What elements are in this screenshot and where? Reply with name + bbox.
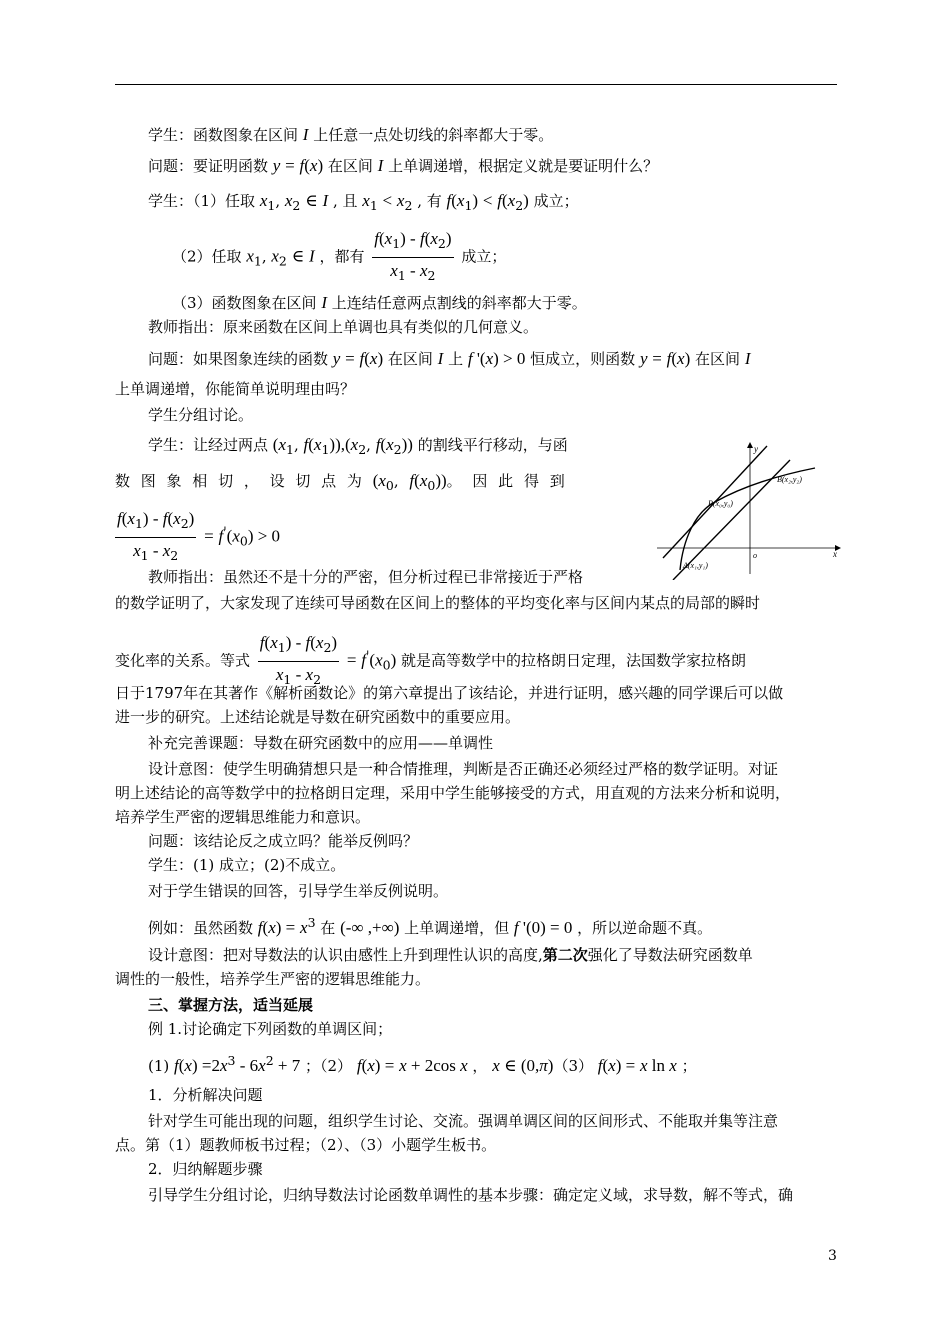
figure-svg: [655, 440, 845, 580]
point-a-label: A(x₁,y₁): [683, 561, 708, 570]
text-line-29: (1) $f(x) =2x^3 - 6x^2 + 7$ ；（2） f(x) = x + 2cos x ， x ∈ (0,π)（3） f(x) = x ln x ；: [148, 1053, 697, 1075]
text-line-25: 设计意图：把对导数法的认识由感性上升到理性认识的高度,第二次强化了导数法研究函数单: [148, 946, 753, 964]
y-axis-arrow: [747, 442, 753, 448]
text-line-23: 对于学生错误的回答，引导学生举反例说明。: [148, 882, 449, 900]
page-number: 3: [828, 1248, 837, 1264]
text-line-4: （3）函数图象在区间 I 上连结任意两点割线的斜率都大于零。: [172, 293, 587, 312]
text-line-31: 针对学生可能出现的问题，组织学生讨论、交流。强调单调区间的区间形式、不能取并集等注意: [148, 1112, 779, 1130]
text-line-34: 引导学生分组讨论，归纳导数法讨论函数单调性的基本步骤：确定定义域，求导数，解不等式，确: [148, 1186, 794, 1204]
text-line-11: $\frac{f(x_1) - f(x_2)}{x_1 - x_2}$ = $f'(x_0) > 0$: [117, 509, 281, 563]
text-line-9: 学生：让经过两点 ($x_1$, $f(x_1)),(x_2$, $f(x_2)$) 的割线平行移动，与函: [148, 435, 568, 457]
text-line-3: （2）任取 $x_1$, $x_2$ ∈ I ，都有 $\frac{f(x_1) - f(x_2)}{x_1 - x_2}$ 成立；: [172, 229, 507, 283]
text-line-2: 学生：（1）任取 $x_1$, $x_2$ ∈ I , 且 $x_1 < x_2$ , 有 $f(x_1) < f(x_2)$ 成立；: [148, 191, 579, 213]
text-line-19: 明上述结论的高等数学中的拉格朗日定理，采用中学生能够接受的方式，用直观的方法来分析和说明，: [115, 784, 791, 802]
text-line-20: 培养学生严密的逻辑思维能力和意识。: [115, 808, 371, 826]
text-line-6: 问题：如果图象连续的函数 y = f(x) 在区间 I 上 f '(x) > 0 恒成立，则函数 y = f(x) 在区间 I: [148, 349, 751, 368]
text-line-5: 教师指出：原来函数在区间上单调也具有类似的几何意义。: [148, 318, 539, 336]
text-line-33: 2．归纳解题步骤: [148, 1160, 263, 1178]
text-line-15: 日于1797年在其著作《解析函数论》的第六章提出了该结论，并进行证明，感兴趣的同学课后可以做: [115, 684, 784, 702]
text-line-8: 学生分组讨论。: [148, 406, 254, 424]
x-axis-label: x: [833, 549, 837, 559]
point-b-label: B(x₂,y₂): [777, 475, 802, 484]
text-line-18: 设计意图：使学生明确猜想只是一种合情推理，判断是否正确还必须经过严格的数学证明。对证: [148, 760, 779, 778]
text-line-16: 进一步的研究。上述结论就是导数在研究函数中的重要应用。: [115, 708, 521, 726]
text-line-22: 学生：(1) 成立；(2)不成立。: [148, 856, 346, 874]
origin-label: o: [753, 551, 757, 560]
text-line-28: 例 1.讨论确定下列函数的单调区间；: [148, 1020, 393, 1038]
text-line-1: 问题：要证明函数 y = f(x) 在区间 I 上单调递增，根据定义就是要证明什么？: [148, 156, 659, 175]
text-line-7: 上单调递增，你能简单说明理由吗？: [115, 380, 356, 398]
text-line-30: 1．分析解决问题: [148, 1086, 263, 1104]
text-line-14: 变化率的关系。等式 $\frac{f(x_1) - f(x_2)}{x_1 - x_2}$ = $f'(x_0)$ 就是高等数学中的拉格朗日定理，法国数学家拉格朗: [115, 633, 747, 687]
text-line-24: 例如：虽然函数 $f(x) = x^3$ 在 (-∞ ,+∞) 上单调递增，但 f '(0) = 0 ，所以逆命题不真。: [148, 915, 713, 937]
point-p-label: P(x₀,y₀): [708, 499, 733, 508]
text-line-17: 补充完善课题：导数在研究函数中的应用——单调性: [148, 734, 494, 752]
text-line-13: 的数学证明了，大家发现了连续可导函数在区间上的整体的平均变化率与区间内某点的局部的瞬时: [115, 594, 761, 612]
y-axis-label: y: [754, 444, 758, 454]
header-rule: [115, 84, 837, 85]
text-line-32: 点。第（1）题教师板书过程；（2）、（3）小题学生板书。: [115, 1136, 497, 1154]
text-line-0: 学生：函数图象在区间 I 上任意一点处切线的斜率都大于零。: [148, 125, 554, 144]
section-heading: 三、掌握方法，适当延展: [148, 996, 314, 1014]
text-line-12: 教师指出：虽然还不是十分的严密，但分析过程已非常接近于严格: [148, 568, 584, 586]
text-line-21: 问题：该结论反之成立吗？能举反例吗？: [148, 832, 419, 850]
text-line-10: 数 图 象 相 切 ， 设 切 点 为 ($x_0$, $f(x_0)$)。 因 此 得 到: [115, 471, 565, 493]
tangent-secant-figure: [655, 440, 845, 584]
text-line-26: 调性的一般性，培养学生严密的逻辑思维能力。: [115, 970, 431, 988]
